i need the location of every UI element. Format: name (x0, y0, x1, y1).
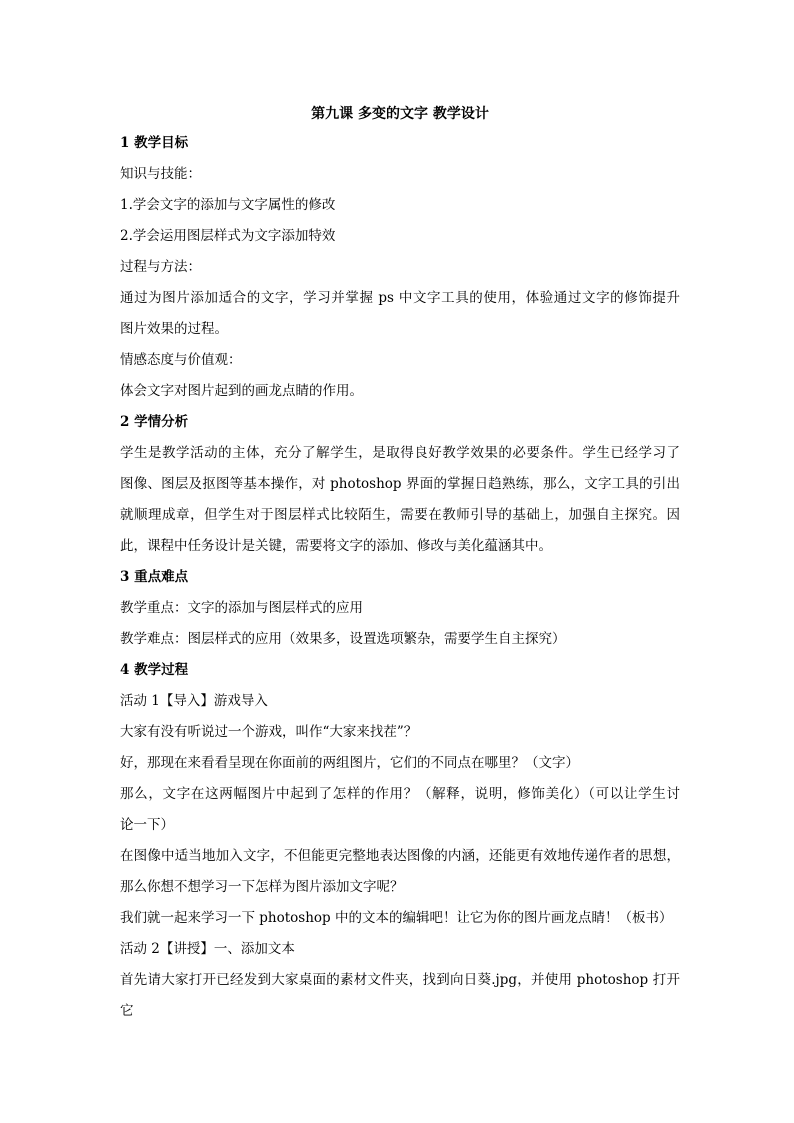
activity-1-paragraph-3 (120, 784, 680, 835)
section-heading-key-points: 3 重点难点 (120, 569, 189, 585)
activity-2-line-1b: 它 (120, 1003, 134, 1019)
activity-1-line-4a: 在图像中适当地加入文字，不但能更完整地表达图像的内涵，还能更有效地传递作者的思想， (120, 848, 680, 864)
knowledge-label: 知识与技能： (120, 166, 201, 182)
section-heading-analysis: 2 学情分析 (120, 414, 189, 430)
activity-1-paragraph-4 (120, 846, 680, 897)
activity-1-line-4b: 那么你想不想学习一下怎样为图片添加文字呢？ (120, 879, 404, 895)
section-heading-objectives: 1 教学目标 (120, 135, 189, 151)
key-point-text: 教学重点：文字的添加与图层样式的应用 (120, 600, 363, 616)
analysis-line-4: 此，课程中任务设计是关键，需要将文字的添加、修改与美化蕴涵其中。 (120, 538, 552, 554)
emotion-label: 情感态度与价值观： (120, 352, 242, 368)
activity-1-title: 活动 1【导入】游戏导入 (120, 693, 268, 709)
activity-1-line-3b: 论一下） (120, 817, 174, 833)
section-heading-process: 4 教学过程 (120, 662, 189, 678)
knowledge-item-1: 1.学会文字的添加与文字属性的修改 (120, 197, 336, 213)
activity-2-title: 活动 2【讲授】一、添加文本 (120, 941, 295, 957)
difficulty-text: 教学难点：图层样式的应用（效果多，设置选项繁杂，需要学生自主探究） (120, 631, 566, 647)
analysis-line-2: 图像、图层及抠图等基本操作，对 photoshop 界面的掌握日趋熟练，那么，文字工具的引出 (120, 476, 680, 492)
activity-2-line-1a: 首先请大家打开已经发到大家桌面的素材文件夹，找到向日葵.jpg，并使用 photoshop 打开 (120, 972, 680, 988)
process-line-2: 图片效果的过程。 (120, 321, 228, 337)
document-body (120, 103, 680, 1032)
activity-1-line-5: 我们就一起来学习一下 photoshop 中的文本的编辑吧！让它为你的图片画龙点睛！（板书） (120, 910, 673, 926)
process-paragraph (120, 288, 680, 339)
analysis-line-1: 学生是教学活动的主体，充分了解学生，是取得良好教学效果的必要条件。学生已经学习了 (120, 445, 680, 461)
page-title: 第九课 多变的文字 教学设计 (311, 106, 489, 122)
emotion-text: 体会文字对图片起到的画龙点睛的作用。 (120, 383, 363, 399)
activity-1-line-1: 大家有没有听说过一个游戏，叫作“大家来找茬”？ (120, 724, 418, 740)
analysis-line-3: 就顺理成章，但学生对于图层样式比较陌生，需要在教师引导的基础上，加强自主探究。因 (120, 507, 680, 523)
knowledge-item-2: 2.学会运用图层样式为文字添加特效 (120, 228, 336, 244)
process-line-1: 通过为图片添加适合的文字，学习并掌握 ps 中文字工具的使用，体验通过文字的修饰提升 (120, 290, 680, 306)
analysis-paragraph (120, 443, 680, 556)
activity-1-line-2: 好，那现在来看看呈现在你面前的两组图片，它们的不同点在哪里？（文字） (120, 755, 579, 771)
process-label: 过程与方法： (120, 259, 201, 275)
activity-2-paragraph-1 (120, 970, 680, 1021)
activity-1-line-3a: 那么，文字在这两幅图片中起到了怎样的作用？（解释，说明，修饰美化）（可以让学生讨 (120, 786, 680, 802)
